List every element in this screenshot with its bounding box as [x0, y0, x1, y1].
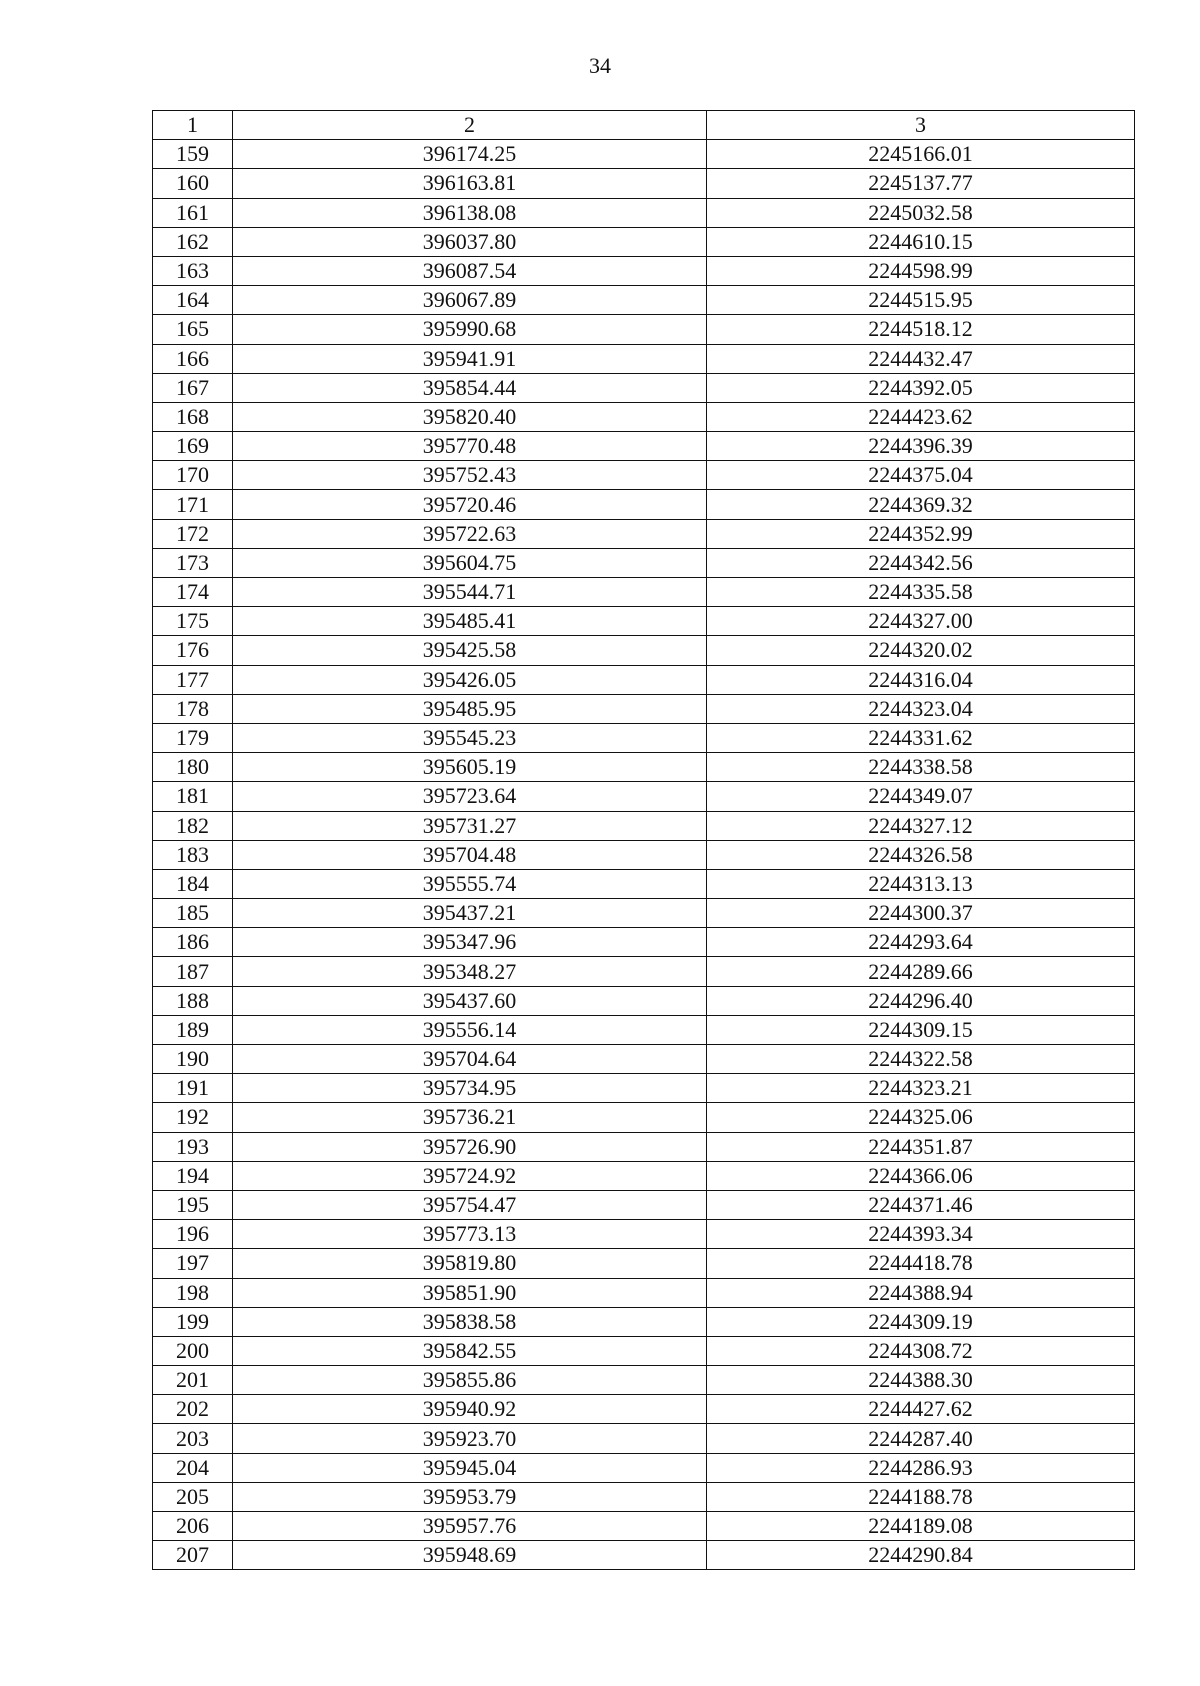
y-coordinate-cell: 2244327.00 — [707, 607, 1135, 636]
point-number-cell: 166 — [153, 344, 233, 373]
x-coordinate-cell: 395722.63 — [233, 519, 707, 548]
point-number-cell: 187 — [153, 957, 233, 986]
point-number-cell: 162 — [153, 227, 233, 256]
x-coordinate-cell: 395957.76 — [233, 1512, 707, 1541]
x-coordinate-cell: 395820.40 — [233, 402, 707, 431]
y-coordinate-cell: 2244427.62 — [707, 1395, 1135, 1424]
table-row — [153, 1541, 1135, 1570]
x-coordinate-cell: 395923.70 — [233, 1424, 707, 1453]
header-cell-3: 3 — [707, 111, 1135, 140]
y-coordinate-cell: 2244396.39 — [707, 432, 1135, 461]
y-coordinate-cell: 2244369.32 — [707, 490, 1135, 519]
y-coordinate-cell: 2245137.77 — [707, 169, 1135, 198]
y-coordinate-cell: 2244188.78 — [707, 1482, 1135, 1511]
table-row — [153, 1132, 1135, 1161]
x-coordinate-cell: 395604.75 — [233, 548, 707, 577]
x-coordinate-cell: 395736.21 — [233, 1103, 707, 1132]
y-coordinate-cell: 2244323.21 — [707, 1074, 1135, 1103]
y-coordinate-cell: 2244287.40 — [707, 1424, 1135, 1453]
x-coordinate-cell: 395838.58 — [233, 1307, 707, 1336]
y-coordinate-cell: 2244320.02 — [707, 636, 1135, 665]
table-row — [153, 928, 1135, 957]
y-coordinate-cell: 2244375.04 — [707, 461, 1135, 490]
y-coordinate-cell: 2244610.15 — [707, 227, 1135, 256]
table-row — [153, 1074, 1135, 1103]
y-coordinate-cell: 2245032.58 — [707, 198, 1135, 227]
point-number-cell: 192 — [153, 1103, 233, 1132]
point-number-cell: 177 — [153, 665, 233, 694]
coordinates-table — [152, 110, 1135, 1570]
table-row — [153, 986, 1135, 1015]
y-coordinate-cell: 2244296.40 — [707, 986, 1135, 1015]
y-coordinate-cell: 2244371.46 — [707, 1190, 1135, 1219]
table-row — [153, 665, 1135, 694]
point-number-cell: 169 — [153, 432, 233, 461]
point-number-cell: 183 — [153, 840, 233, 869]
point-number-cell: 204 — [153, 1453, 233, 1482]
x-coordinate-cell: 395704.64 — [233, 1045, 707, 1074]
point-number-cell: 182 — [153, 811, 233, 840]
header-cell-2: 2 — [233, 111, 707, 140]
x-coordinate-cell: 395990.68 — [233, 315, 707, 344]
table-row — [153, 1045, 1135, 1074]
point-number-cell: 196 — [153, 1220, 233, 1249]
table-row — [153, 578, 1135, 607]
point-number-cell: 184 — [153, 869, 233, 898]
point-number-cell: 191 — [153, 1074, 233, 1103]
table-row — [153, 1366, 1135, 1395]
x-coordinate-cell: 395556.14 — [233, 1015, 707, 1044]
point-number-cell: 174 — [153, 578, 233, 607]
table-row — [153, 490, 1135, 519]
table-row — [153, 899, 1135, 928]
point-number-cell: 198 — [153, 1278, 233, 1307]
point-number-cell: 207 — [153, 1541, 233, 1570]
y-coordinate-cell: 2244393.34 — [707, 1220, 1135, 1249]
y-coordinate-cell: 2244349.07 — [707, 782, 1135, 811]
table-row — [153, 344, 1135, 373]
x-coordinate-cell: 395851.90 — [233, 1278, 707, 1307]
y-coordinate-cell: 2244515.95 — [707, 286, 1135, 315]
table-row — [153, 286, 1135, 315]
table-row — [153, 869, 1135, 898]
point-number-cell: 205 — [153, 1482, 233, 1511]
table-header-row — [153, 111, 1135, 140]
table-row — [153, 957, 1135, 986]
point-number-cell: 188 — [153, 986, 233, 1015]
x-coordinate-cell: 395545.23 — [233, 723, 707, 752]
point-number-cell: 173 — [153, 548, 233, 577]
point-number-cell: 200 — [153, 1336, 233, 1365]
table-row — [153, 1278, 1135, 1307]
table-row — [153, 315, 1135, 344]
x-coordinate-cell: 395437.60 — [233, 986, 707, 1015]
point-number-cell: 180 — [153, 753, 233, 782]
y-coordinate-cell: 2244300.37 — [707, 899, 1135, 928]
point-number-cell: 175 — [153, 607, 233, 636]
x-coordinate-cell: 395855.86 — [233, 1366, 707, 1395]
table-row — [153, 636, 1135, 665]
point-number-cell: 190 — [153, 1045, 233, 1074]
x-coordinate-cell: 395544.71 — [233, 578, 707, 607]
table-row — [153, 1015, 1135, 1044]
point-number-cell: 160 — [153, 169, 233, 198]
x-coordinate-cell: 395734.95 — [233, 1074, 707, 1103]
table-row — [153, 1103, 1135, 1132]
x-coordinate-cell: 395819.80 — [233, 1249, 707, 1278]
point-number-cell: 171 — [153, 490, 233, 519]
x-coordinate-cell: 396087.54 — [233, 256, 707, 285]
x-coordinate-cell: 396163.81 — [233, 169, 707, 198]
point-number-cell: 185 — [153, 899, 233, 928]
y-coordinate-cell: 2245166.01 — [707, 140, 1135, 169]
y-coordinate-cell: 2244308.72 — [707, 1336, 1135, 1365]
table-row — [153, 198, 1135, 227]
table-row — [153, 723, 1135, 752]
point-number-cell: 189 — [153, 1015, 233, 1044]
table-row — [153, 373, 1135, 402]
table-row — [153, 548, 1135, 577]
x-coordinate-cell: 396067.89 — [233, 286, 707, 315]
y-coordinate-cell: 2244313.13 — [707, 869, 1135, 898]
x-coordinate-cell: 395485.41 — [233, 607, 707, 636]
x-coordinate-cell: 395347.96 — [233, 928, 707, 957]
y-coordinate-cell: 2244325.06 — [707, 1103, 1135, 1132]
x-coordinate-cell: 395773.13 — [233, 1220, 707, 1249]
point-number-cell: 201 — [153, 1366, 233, 1395]
x-coordinate-cell: 395770.48 — [233, 432, 707, 461]
point-number-cell: 199 — [153, 1307, 233, 1336]
y-coordinate-cell: 2244432.47 — [707, 344, 1135, 373]
table-row — [153, 402, 1135, 431]
y-coordinate-cell: 2244338.58 — [707, 753, 1135, 782]
y-coordinate-cell: 2244326.58 — [707, 840, 1135, 869]
point-number-cell: 159 — [153, 140, 233, 169]
y-coordinate-cell: 2244290.84 — [707, 1541, 1135, 1570]
table-row — [153, 227, 1135, 256]
table-row — [153, 1161, 1135, 1190]
x-coordinate-cell: 395842.55 — [233, 1336, 707, 1365]
y-coordinate-cell: 2244366.06 — [707, 1161, 1135, 1190]
y-coordinate-cell: 2244323.04 — [707, 694, 1135, 723]
x-coordinate-cell: 395723.64 — [233, 782, 707, 811]
y-coordinate-cell: 2244351.87 — [707, 1132, 1135, 1161]
x-coordinate-cell: 395605.19 — [233, 753, 707, 782]
point-number-cell: 165 — [153, 315, 233, 344]
x-coordinate-cell: 395426.05 — [233, 665, 707, 694]
y-coordinate-cell: 2244598.99 — [707, 256, 1135, 285]
y-coordinate-cell: 2244316.04 — [707, 665, 1135, 694]
y-coordinate-cell: 2244418.78 — [707, 1249, 1135, 1278]
point-number-cell: 168 — [153, 402, 233, 431]
x-coordinate-cell: 395724.92 — [233, 1161, 707, 1190]
table-row — [153, 519, 1135, 548]
table-row — [153, 1307, 1135, 1336]
y-coordinate-cell: 2244293.64 — [707, 928, 1135, 957]
x-coordinate-cell: 395437.21 — [233, 899, 707, 928]
table-row — [153, 840, 1135, 869]
y-coordinate-cell: 2244322.58 — [707, 1045, 1135, 1074]
table-row — [153, 1424, 1135, 1453]
x-coordinate-cell: 395945.04 — [233, 1453, 707, 1482]
x-coordinate-cell: 395726.90 — [233, 1132, 707, 1161]
x-coordinate-cell: 395953.79 — [233, 1482, 707, 1511]
y-coordinate-cell: 2244289.66 — [707, 957, 1135, 986]
table-row — [153, 1482, 1135, 1511]
table-row — [153, 1249, 1135, 1278]
point-number-cell: 181 — [153, 782, 233, 811]
table-row — [153, 811, 1135, 840]
x-coordinate-cell: 395425.58 — [233, 636, 707, 665]
table-row — [153, 1336, 1135, 1365]
point-number-cell: 203 — [153, 1424, 233, 1453]
x-coordinate-cell: 395948.69 — [233, 1541, 707, 1570]
y-coordinate-cell: 2244388.94 — [707, 1278, 1135, 1307]
point-number-cell: 179 — [153, 723, 233, 752]
point-number-cell: 172 — [153, 519, 233, 548]
table-row — [153, 256, 1135, 285]
point-number-cell: 186 — [153, 928, 233, 957]
point-number-cell: 178 — [153, 694, 233, 723]
point-number-cell: 167 — [153, 373, 233, 402]
x-coordinate-cell: 395704.48 — [233, 840, 707, 869]
point-number-cell: 193 — [153, 1132, 233, 1161]
table-row — [153, 1512, 1135, 1541]
table-row — [153, 1220, 1135, 1249]
x-coordinate-cell: 395731.27 — [233, 811, 707, 840]
point-number-cell: 163 — [153, 256, 233, 285]
point-number-cell: 197 — [153, 1249, 233, 1278]
table-row — [153, 753, 1135, 782]
y-coordinate-cell: 2244189.08 — [707, 1512, 1135, 1541]
y-coordinate-cell: 2244327.12 — [707, 811, 1135, 840]
x-coordinate-cell: 395720.46 — [233, 490, 707, 519]
table-row — [153, 607, 1135, 636]
table-row — [153, 169, 1135, 198]
y-coordinate-cell: 2244423.62 — [707, 402, 1135, 431]
y-coordinate-cell: 2244342.56 — [707, 548, 1135, 577]
x-coordinate-cell: 395941.91 — [233, 344, 707, 373]
table-row — [153, 461, 1135, 490]
y-coordinate-cell: 2244392.05 — [707, 373, 1135, 402]
table-row — [153, 1395, 1135, 1424]
x-coordinate-cell: 396138.08 — [233, 198, 707, 227]
point-number-cell: 164 — [153, 286, 233, 315]
point-number-cell: 176 — [153, 636, 233, 665]
point-number-cell: 170 — [153, 461, 233, 490]
coordinates-table-body — [153, 111, 1135, 1570]
table-row — [153, 694, 1135, 723]
table-row — [153, 782, 1135, 811]
point-number-cell: 206 — [153, 1512, 233, 1541]
y-coordinate-cell: 2244352.99 — [707, 519, 1135, 548]
y-coordinate-cell: 2244309.15 — [707, 1015, 1135, 1044]
table-row — [153, 1453, 1135, 1482]
x-coordinate-cell: 395555.74 — [233, 869, 707, 898]
page-number: 34 — [589, 53, 611, 78]
point-number-cell: 195 — [153, 1190, 233, 1219]
x-coordinate-cell: 395754.47 — [233, 1190, 707, 1219]
x-coordinate-cell: 395752.43 — [233, 461, 707, 490]
y-coordinate-cell: 2244518.12 — [707, 315, 1135, 344]
x-coordinate-cell: 396174.25 — [233, 140, 707, 169]
table-row — [153, 140, 1135, 169]
x-coordinate-cell: 395940.92 — [233, 1395, 707, 1424]
y-coordinate-cell: 2244335.58 — [707, 578, 1135, 607]
header-cell-1: 1 — [153, 111, 233, 140]
x-coordinate-cell: 396037.80 — [233, 227, 707, 256]
point-number-cell: 194 — [153, 1161, 233, 1190]
table-row — [153, 432, 1135, 461]
y-coordinate-cell: 2244331.62 — [707, 723, 1135, 752]
y-coordinate-cell: 2244388.30 — [707, 1366, 1135, 1395]
point-number-cell: 202 — [153, 1395, 233, 1424]
point-number-cell: 161 — [153, 198, 233, 227]
table-row — [153, 1190, 1135, 1219]
y-coordinate-cell: 2244286.93 — [707, 1453, 1135, 1482]
y-coordinate-cell: 2244309.19 — [707, 1307, 1135, 1336]
x-coordinate-cell: 395854.44 — [233, 373, 707, 402]
x-coordinate-cell: 395348.27 — [233, 957, 707, 986]
x-coordinate-cell: 395485.95 — [233, 694, 707, 723]
